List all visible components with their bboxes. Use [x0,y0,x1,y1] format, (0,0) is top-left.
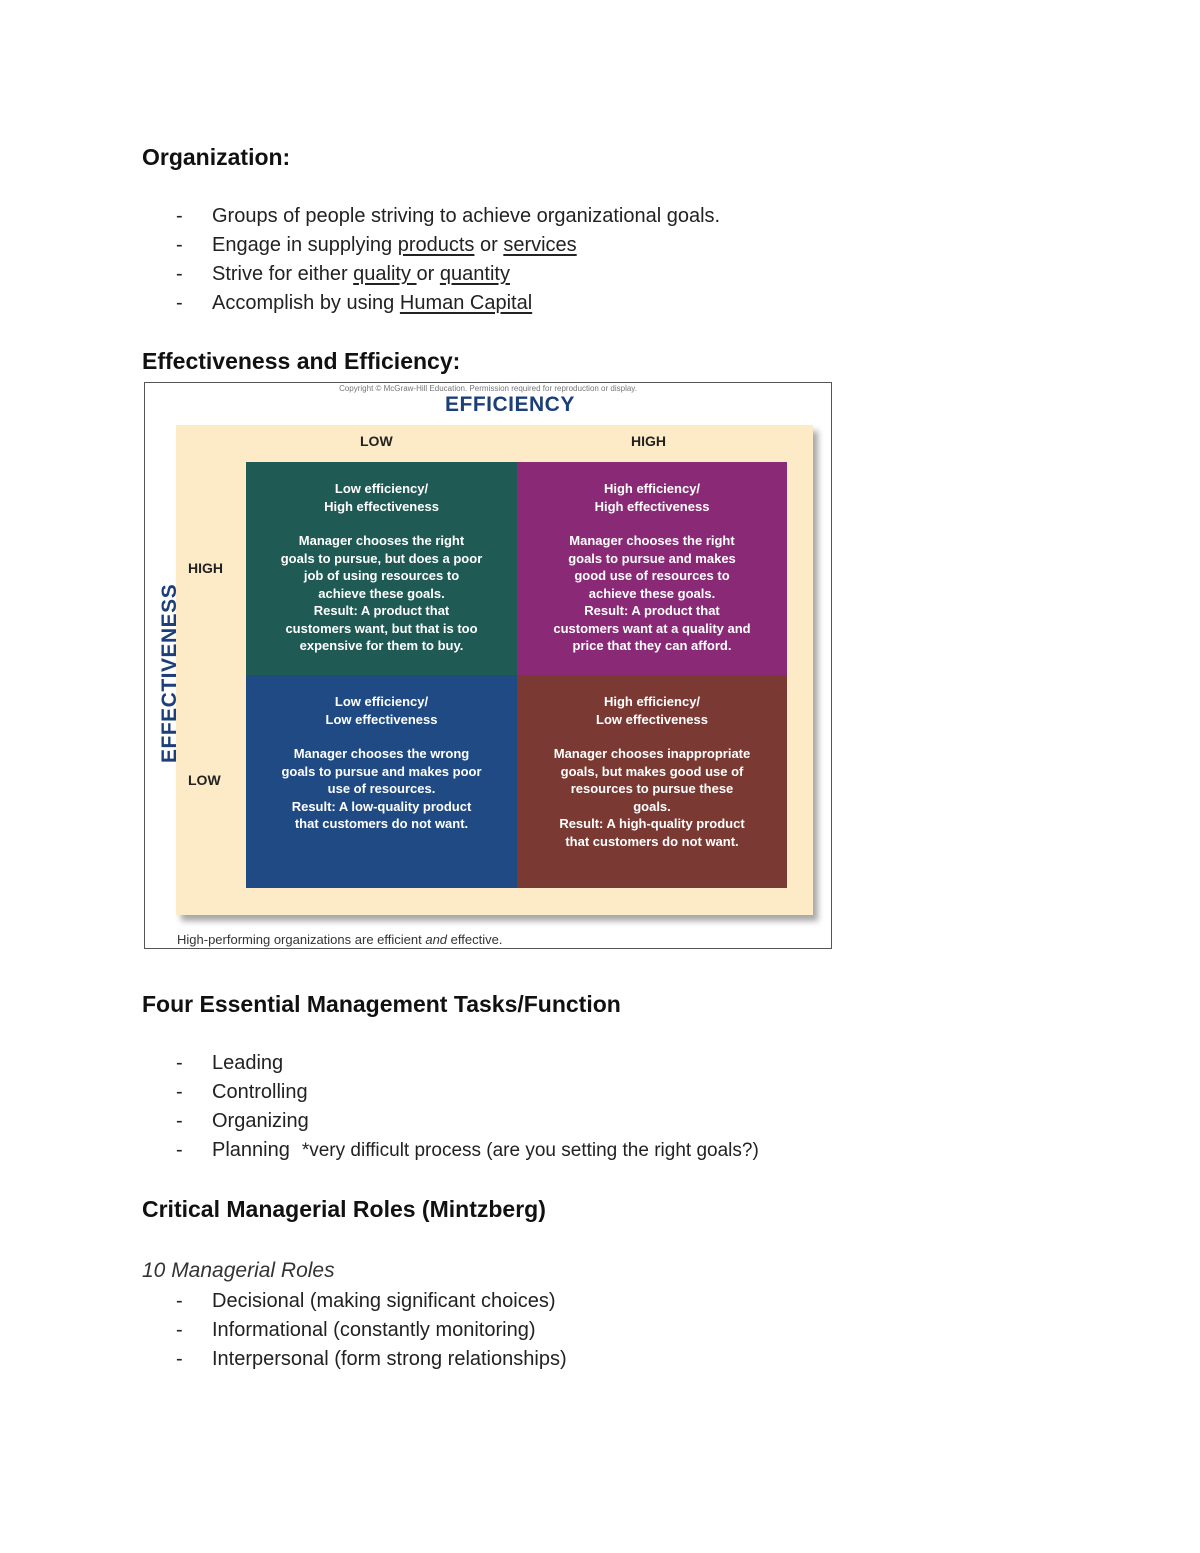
list-item-text: Controlling [212,1081,308,1103]
list-item [142,1316,567,1345]
quadrant-title: Low efficiency/ Low effectiveness [325,694,438,727]
roles-heading: Critical Managerial Roles (Mintzberg) [142,1196,546,1222]
effectiveness-high-label: HIGH [188,560,223,576]
list-item [142,1345,567,1374]
caption-text: effective. [447,932,503,947]
list-item-text: Decisional (making significant choices) [212,1290,556,1312]
list-item [142,1078,759,1107]
roles-list [142,1287,567,1374]
list-item-text: Engage in supplying [212,234,398,256]
effectiveness-heading: Effectiveness and Efficiency: [142,348,461,374]
quadrant-description: Manager chooses the wrong goals to pursue and makes poor use of resources. Result: A low-quality product that customers do not want. [281,746,482,831]
list-item-text: Accomplish by using [212,292,400,314]
list-item-text: or [416,263,440,285]
tasks-list [142,1049,759,1165]
planning-note: *very difficult process (are you setting the right goals?) [301,1140,759,1161]
list-item [142,1049,759,1078]
underlined-term-products: products [397,234,475,256]
list-item [142,1107,759,1136]
list-item-text: Leading [212,1052,284,1074]
list-item-text: Organizing [212,1110,309,1132]
list-item-text: Planning [212,1139,290,1161]
list-item-text: or [474,234,504,256]
quadrant-title: Low efficiency/ High effectiveness [324,481,439,514]
efficiency-high-label: HIGH [631,433,666,449]
underlined-term-quality: quality [353,263,417,285]
list-item-text: Informational (constantly monitoring) [212,1319,536,1341]
quadrant-title: High efficiency/ Low effectiveness [596,694,708,727]
list-item [142,289,720,318]
list-item [142,1136,759,1165]
list-item [142,202,720,231]
quadrant-title: High efficiency/ High effectiveness [594,481,710,514]
caption-emphasis: and [425,932,448,947]
quadrant-description: Manager chooses inappropriate goals, but makes good use of resources to pursue these goals. Result: A high-quality product that customers do not want. [553,746,751,849]
roles-subheading: 10 Managerial Roles [142,1259,335,1282]
copyright-notice: Copyright © McGraw-Hill Education. Permission required for reproduction or display. [339,384,637,393]
caption-text: High-performing organizations are efficient [177,932,426,947]
quadrant-high-efficiency-low-effectiveness [517,675,787,888]
effectiveness-axis-title: EFFECTIVENESS [158,583,181,763]
quadrant-description: Manager chooses the right goals to pursue, but does a poor job of using resources to achieve these goals. Result: A product that customers want, but that is too expensive for them to buy. [280,533,483,653]
efficiency-low-label: LOW [360,433,393,449]
quadrant-description: Manager chooses the right goals to pursue and makes good use of resources to achieve these goals. Result: A product that customers want at a quality and price that they can afford. [553,533,751,653]
efficiency-axis-title: EFFICIENCY [445,393,575,416]
quadrant-high-efficiency-high-effectiveness [517,462,787,675]
organization-list [142,202,720,318]
figure-caption [177,932,502,948]
quadrant-low-efficiency-low-effectiveness [246,675,517,888]
effectiveness-low-label: LOW [188,772,221,788]
quadrant-low-efficiency-high-effectiveness [246,462,517,675]
underlined-term-quantity: quantity [439,263,510,285]
list-item [142,260,720,289]
underlined-term-human-capital: Human Capital [399,292,533,314]
list-item [142,1287,567,1316]
list-item-text: Strive for either [212,263,354,285]
efficiency-effectiveness-figure [144,382,832,949]
list-item-text: Groups of people striving to achieve organizational goals. [212,205,721,227]
organization-heading: Organization: [142,144,291,170]
underlined-term-services: services [503,234,577,256]
tasks-heading: Four Essential Management Tasks/Function [142,991,621,1017]
list-item-text: Interpersonal (form strong relationships) [212,1348,567,1370]
list-item [142,231,720,260]
